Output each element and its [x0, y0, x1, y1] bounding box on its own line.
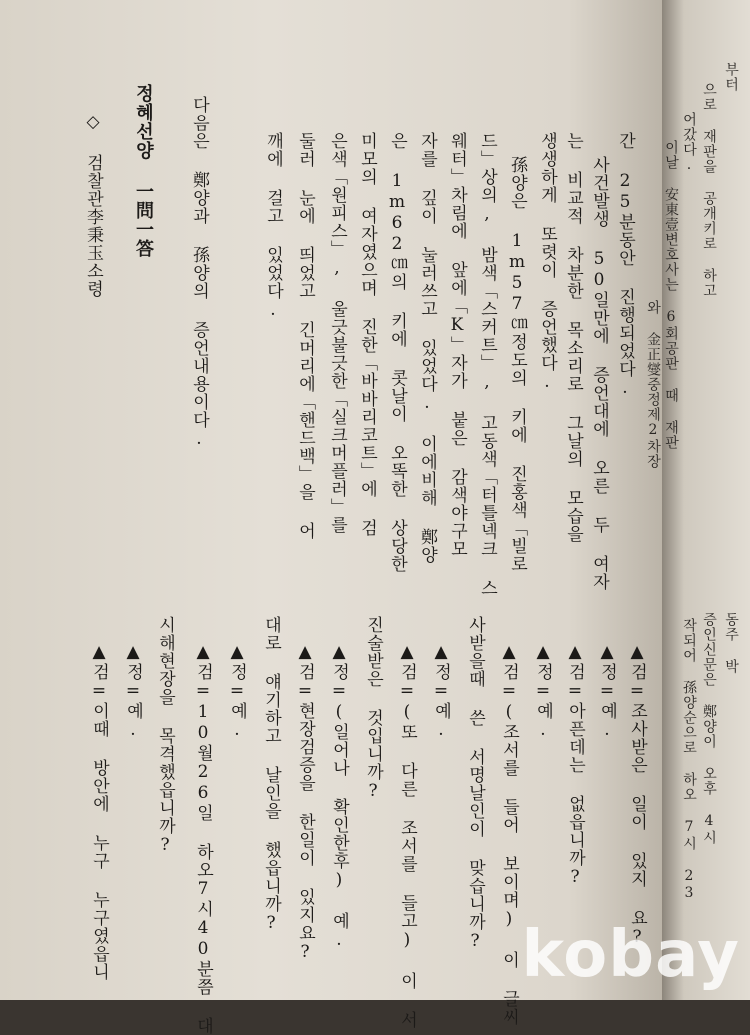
- text-column: 으로 재판을 공개키로 하고: [701, 82, 717, 298]
- text-column: 이날 安東壹변호사는 6회공판 때 재판: [663, 140, 679, 450]
- qa-line: 시해현장을 목격했읍니까?: [155, 616, 175, 856]
- qa-line: 진술받은 것입니까?: [363, 616, 383, 802]
- subheading: ◇ 검찰관李秉玉소령: [83, 112, 103, 298]
- qa-line: ▲검=이때 방안에 누구 누구였읍니: [89, 642, 109, 981]
- text-column: 은 1m62㎝의 키에 콧날이 오똑한 상당한: [387, 132, 407, 573]
- text-column: 와 金正燮중정제2차장: [645, 300, 661, 469]
- qa-line: ▲정=(일어나 확인한후) 예.: [329, 642, 349, 951]
- text-column: 미모의 여자였으며 진한「바바리코트」에 검: [357, 132, 377, 537]
- text-column: 어갔다.: [681, 112, 697, 174]
- qa-line: ▲정=예.: [123, 642, 143, 741]
- text-column: 간 25분동안 진행되었다.: [615, 132, 635, 399]
- qa-line: ▲정=예.: [431, 642, 451, 741]
- text-column: 증인신문은 鄭양이 오후 4시: [701, 612, 717, 845]
- qa-line: ▲정=예.: [227, 642, 247, 741]
- qa-line: ▲검=조사받은 일이 있지 요?: [627, 642, 647, 948]
- text-column: 은색「원피스」, 울긋불긋한「실크머플러」를: [327, 132, 347, 534]
- text-column: 웨터」차림에 앞에「K」자가 붙은 감색야구모: [447, 132, 467, 558]
- qa-line: ▲검=아픈데는 없읍니까?: [565, 642, 585, 888]
- section-heading: 정혜선양 一問一答: [133, 84, 154, 258]
- text-column: 동주 박: [723, 612, 739, 674]
- qa-line: ▲정=예.: [533, 642, 553, 741]
- qa-line: ▲검=(조서를 들어 보이며) 이 글씨: [499, 642, 519, 1026]
- text-column: 자를 깊이 눌러쓰고 있었다. 이에비해 鄭양: [417, 132, 437, 564]
- text-column: 는 비교적 차분한 목소리로 그날의 모습을: [563, 132, 583, 543]
- qa-line: ▲정=예.: [597, 642, 617, 741]
- qa-line: ▲검=10월26일 하오7시40분쯤 대: [193, 642, 213, 1035]
- text-column: 孫양은 1m57㎝정도의 키에 진홍색「빌로: [507, 156, 527, 573]
- text-column: 드」상의, 밤색「스커트」, 고동색「터틀넥크 스: [477, 132, 497, 597]
- text-column: 사건발생 50일만에 증언대에 오른 두 여자: [589, 156, 609, 591]
- qa-line: 대로 얘기하고 날인을 했읍니까?: [261, 616, 281, 934]
- text-column: 다음은 鄭양과 孫양의 증언내용이다.: [189, 96, 209, 450]
- qa-line: ▲검=현장검증을 한일이 있지요?: [295, 642, 315, 963]
- text-column: 생생하게 또렷이 증언했다.: [537, 132, 557, 393]
- text-column: 둘러 눈에 띄었고 긴머리에「핸드백」을 어: [295, 132, 315, 540]
- text-column: 작되어 孫양순으로 하오 7시 23: [681, 618, 697, 902]
- right-page: [645, 0, 750, 1000]
- text-column: 부터: [723, 62, 739, 92]
- qa-line: ▲검=(또 다른 조서를 들고) 이 서: [397, 642, 417, 1029]
- text-column: 깨에 걸고 있었다.: [263, 132, 283, 321]
- watermark-logo: kobay: [521, 918, 740, 992]
- qa-line: 사받을때 쓴 서명날인이 맞습니까?: [465, 616, 485, 952]
